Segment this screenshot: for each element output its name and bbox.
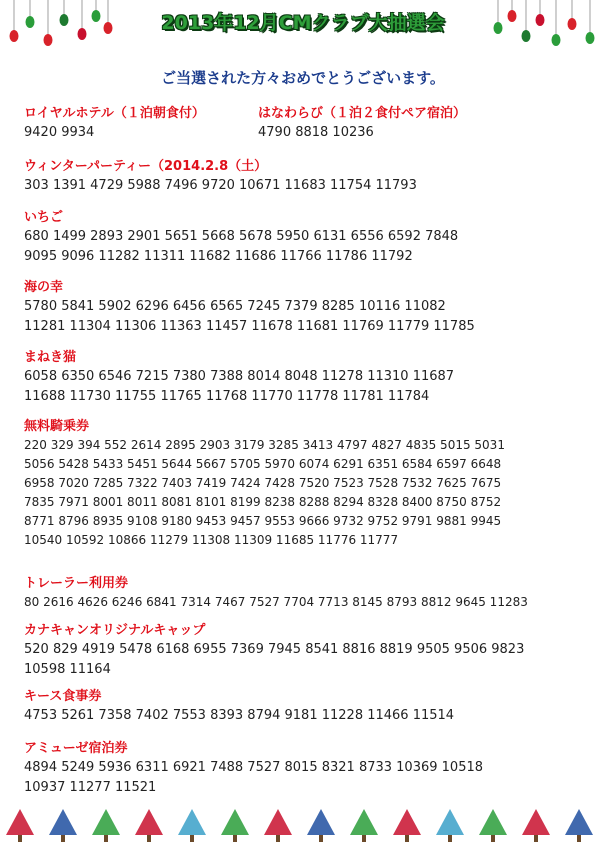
section-winter-party — [24, 158, 417, 196]
section-trailer — [24, 575, 528, 612]
tree-icon — [350, 809, 378, 835]
tree-icon — [6, 809, 34, 835]
winning-numbers: 4790 8818 10236 — [258, 125, 374, 140]
section-ichigo — [24, 209, 458, 267]
winning-numbers: 9420 9934 — [24, 125, 95, 140]
page-title: 2013年12月CMクラブ大抽選会 — [161, 12, 445, 34]
tree-icon — [436, 809, 464, 835]
tree-trunk — [18, 835, 22, 842]
ornament-bauble — [552, 34, 561, 46]
tree-trunk — [405, 835, 409, 842]
winning-numbers: 10598 11164 — [24, 662, 111, 677]
tree-border — [0, 803, 606, 843]
winning-numbers: 6058 6350 6546 7215 7380 7388 8014 8048 11278 11310 11687 — [24, 369, 455, 384]
section-uminosachi — [24, 279, 475, 337]
section-heading: アミューゼ宿泊券 — [24, 741, 128, 756]
winning-numbers: 4753 5261 7358 7402 7553 8393 8794 9181 11228 11466 11514 — [24, 708, 455, 723]
section-cap — [24, 622, 524, 680]
section-muryo-kijoken — [24, 418, 505, 550]
tree-icon — [178, 809, 206, 835]
section-heading: はなわらび（１泊２食付ペア宿泊） — [258, 106, 467, 121]
section-amuse — [24, 740, 483, 798]
winning-numbers: 4894 5249 5936 6311 6921 7488 7527 8015 8321 8733 10369 10518 — [24, 760, 484, 775]
section-manekineko — [24, 349, 454, 407]
winning-numbers: 5056 5428 5433 5451 5644 5667 5705 5970 6074 6291 6351 6584 6597 6648 — [24, 457, 502, 471]
page-subtitle: ご当選された方々おめでとうございます。 — [161, 69, 445, 87]
section-heading: 海の幸 — [24, 280, 64, 295]
ornament-bauble — [44, 34, 53, 46]
winning-numbers: 7835 7971 8001 8011 8081 8101 8199 8238 8288 8294 8328 8400 8750 8752 — [24, 495, 502, 509]
tree-icon — [49, 809, 77, 835]
tree-icon — [221, 809, 249, 835]
tree-icon — [307, 809, 335, 835]
section-royal-hotel — [24, 105, 205, 143]
tree-icon — [522, 809, 550, 835]
winning-numbers: 9095 9096 11282 11311 11682 11686 11766 11786 11792 — [24, 249, 413, 264]
tree-trunk — [276, 835, 280, 842]
tree-trunk — [534, 835, 538, 842]
tree-trunk — [190, 835, 194, 842]
tree-trunk — [104, 835, 108, 842]
winning-numbers: 80 2616 4626 6246 6841 7314 7467 7527 7704 7713 8145 8793 8812 9645 11283 — [24, 595, 528, 609]
winning-numbers: 303 1391 4729 5988 7496 9720 10671 11683 11754 11793 — [24, 178, 417, 193]
tree-trunk — [577, 835, 581, 842]
section-heading: 無料騎乗券 — [24, 419, 90, 434]
tree-icon — [264, 809, 292, 835]
tree-icon — [479, 809, 507, 835]
winning-numbers: 680 1499 2893 2901 5651 5668 5678 5950 6131 6556 6592 7848 — [24, 229, 459, 244]
winning-numbers: 11281 11304 11306 11363 11457 11678 11681 11769 11779 11785 — [24, 319, 475, 334]
tree-icon — [135, 809, 163, 835]
winning-numbers: 11688 11730 11755 11765 11768 11770 11778 11781 11784 — [24, 389, 430, 404]
section-heading: いちご — [24, 210, 64, 225]
tree-trunk — [362, 835, 366, 842]
winning-numbers: 8771 8796 8935 9108 9180 9453 9457 9553 9666 9732 9752 9791 9881 9945 — [24, 514, 502, 528]
tree-trunk — [147, 835, 151, 842]
section-heading: ロイヤルホテル（１泊朝食付） — [24, 106, 205, 121]
winning-numbers: 10540 10592 10866 11279 11308 11309 11685 11776 11777 — [24, 533, 399, 547]
tree-trunk — [61, 835, 65, 842]
section-heading: まねき猫 — [24, 350, 77, 365]
section-heading: トレーラー利用券 — [24, 576, 129, 591]
tree-trunk — [319, 835, 323, 842]
tree-icon — [393, 809, 421, 835]
tree-trunk — [491, 835, 495, 842]
tree-icon — [92, 809, 120, 835]
winning-numbers: 5780 5841 5902 6296 6456 6565 7245 7379 8285 10116 11082 — [24, 299, 446, 314]
winning-numbers: 10937 11277 11521 — [24, 780, 157, 795]
winning-numbers: 520 829 4919 5478 6168 6955 7369 7945 8541 8816 8819 9505 9506 9823 — [24, 642, 525, 657]
winning-numbers: 6958 7020 7285 7322 7403 7419 7424 7428 7520 7523 7528 7532 7625 7675 — [24, 476, 502, 490]
section-heading: ウィンターパーティー（2014.2.8（土） — [24, 159, 268, 174]
tree-trunk — [233, 835, 237, 842]
section-heading: キース食事券 — [24, 689, 102, 704]
tree-icon — [565, 809, 593, 835]
section-heading: カナキャンオリジナルキャップ — [24, 623, 206, 638]
section-kiss — [24, 688, 454, 726]
winning-numbers: 220 329 394 552 2614 2895 2903 3179 3285 3413 4797 4827 4835 5015 5031 — [24, 438, 505, 452]
tree-trunk — [448, 835, 452, 842]
section-hanawarabi — [258, 105, 466, 143]
